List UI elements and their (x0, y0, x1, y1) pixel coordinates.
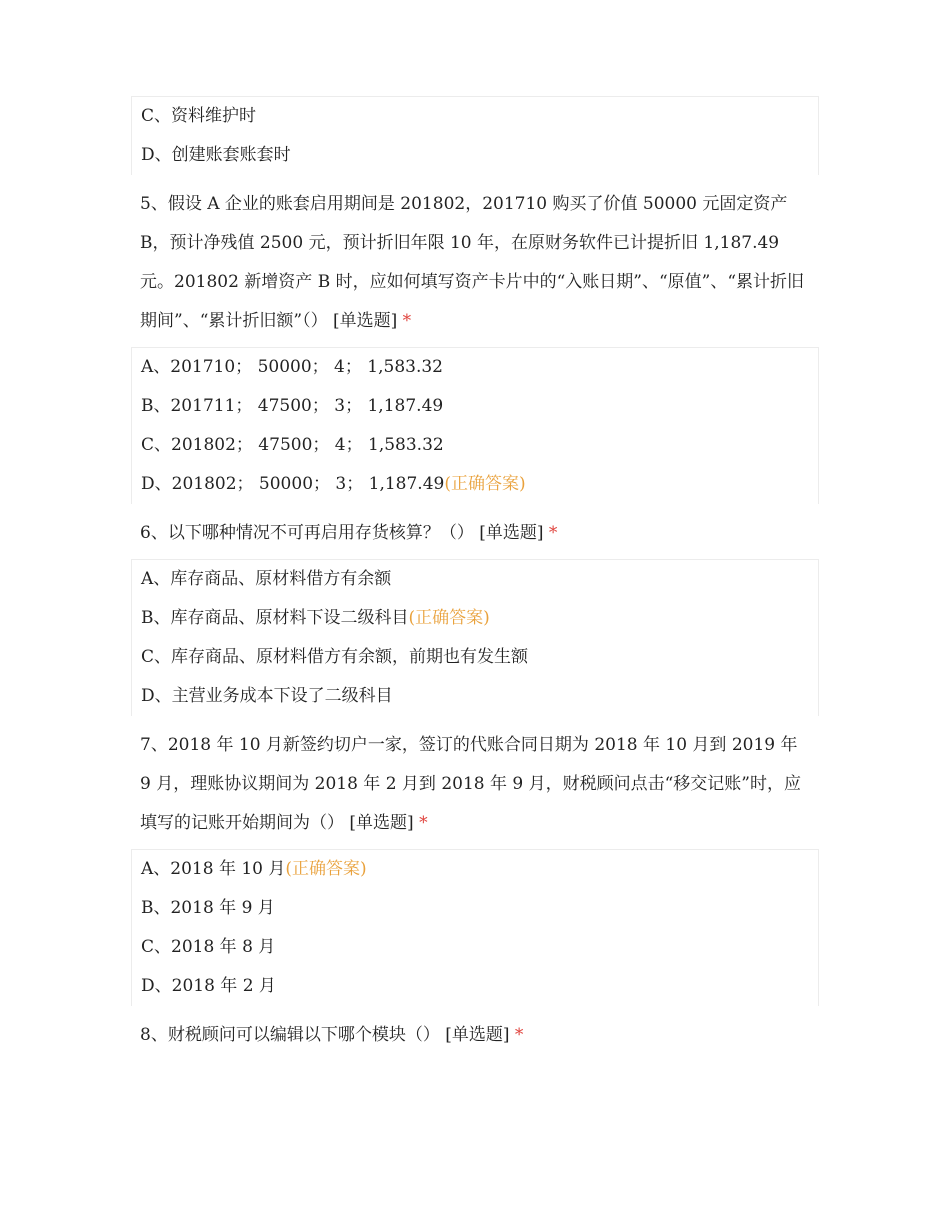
question-5 (131, 185, 819, 341)
option-text: A、库存商品、原材料借方有余额 (141, 569, 392, 589)
question-7 (131, 726, 819, 843)
option-q6-c[interactable] (132, 638, 818, 677)
option-q5-a[interactable] (132, 348, 818, 387)
option-q6-b[interactable] (132, 599, 818, 638)
option-text: D、2018 年 2 月 (141, 976, 276, 996)
options-box-q7 (131, 849, 819, 1006)
correct-answer-mark: (正确答案) (408, 608, 490, 628)
option-text: C、201802； 47500； 4； 1,583.32 (141, 435, 444, 455)
option-text: D、201802； 50000； 3； 1,187.49 (141, 474, 445, 494)
options-box-q4 (131, 96, 819, 175)
required-mark: * (419, 813, 428, 833)
correct-answer-mark: (正确答案) (285, 859, 367, 879)
option-text: B、2018 年 9 月 (141, 898, 275, 918)
option-text: C、库存商品、原材料借方有余额，前期也有发生额 (141, 647, 529, 667)
option-q7-a[interactable] (132, 850, 818, 889)
question-8 (131, 1016, 819, 1055)
correct-answer-mark: (正确答案) (444, 474, 526, 494)
option-text: C、资料维护时 (141, 106, 257, 126)
option-text: D、创建账套账套时 (141, 145, 291, 165)
option-text: A、201710； 50000； 4； 1,583.32 (141, 357, 443, 377)
option-q5-d[interactable] (132, 465, 818, 504)
options-box-q5 (131, 347, 819, 504)
option-q6-d[interactable] (132, 677, 818, 716)
option-q5-b[interactable] (132, 387, 818, 426)
question-text: 8、财税顾问可以编辑以下哪个模块（） [单选题] (140, 1025, 510, 1045)
question-text: 5、假设 A 企业的账套启用期间是 201802，201710 购买了价值 50000 元固定资产 B，预计净残值 2500 元，预计折旧年限 10 年，在原财务软件已计提折旧 1,187.49 元。201802 新增资产 B 时，应如何填写资产卡片中的“入账日期”、“原值”、“累计折旧期间”、“累计折旧额”（） [单选题] (140, 194, 805, 331)
option-q7-c[interactable] (132, 928, 818, 967)
option-text: B、库存商品、原材料下设二级科目 (141, 608, 409, 628)
option-text: B、201711； 47500； 3； 1,187.49 (141, 396, 444, 416)
required-mark: * (548, 523, 558, 543)
survey-page (131, 96, 819, 1061)
option-q6-a[interactable] (132, 560, 818, 599)
option-q4-d[interactable] (132, 136, 818, 175)
option-text: D、主营业务成本下设了二级科目 (141, 686, 393, 706)
option-q7-d[interactable] (132, 967, 818, 1006)
option-text: C、2018 年 8 月 (141, 937, 276, 957)
option-q4-c[interactable] (132, 97, 818, 136)
question-6 (131, 514, 819, 553)
options-box-q6 (131, 559, 819, 716)
required-mark: * (514, 1025, 524, 1045)
option-q5-c[interactable] (132, 426, 818, 465)
option-text: A、2018 年 10 月 (141, 859, 286, 879)
question-text: 6、以下哪种情况不可再启用存货核算？（） [单选题] (140, 523, 544, 543)
question-text: 7、2018 年 10 月新签约切户一家，签订的代账合同日期为 2018 年 10 月到 2019 年 9 月，理账协议期间为 2018 年 2 月到 2018 年 9 月，财税顾问点击“移交记账”时，应填写的记账开始期间为（） [单选题] (140, 735, 801, 833)
required-mark: * (402, 311, 412, 331)
option-q7-b[interactable] (132, 889, 818, 928)
